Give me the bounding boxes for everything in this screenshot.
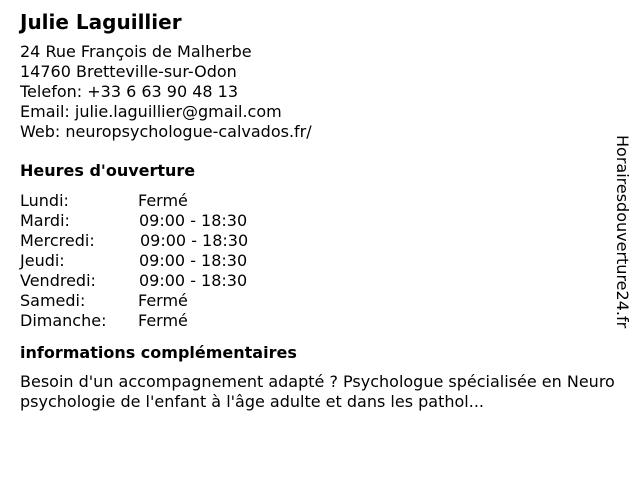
hours-day-label: Dimanche:: [20, 311, 107, 330]
hours-row-thursday: [20, 251, 620, 271]
hours-row-wednesday: [20, 231, 620, 251]
address-line-street: 24 Rue François de Malherbe: [20, 42, 252, 61]
email-line: Email: julie.laguillier@gmail.com: [20, 102, 282, 121]
opening-hours-title: Heures d'ouverture: [20, 161, 196, 180]
hours-day-label: Mercredi:: [20, 231, 95, 250]
hours-day-label: Mardi:: [20, 211, 70, 230]
hours-day-label: Vendredi:: [20, 271, 96, 290]
website-line: Web: neuropsychologue-calvados.fr/: [20, 122, 312, 141]
hours-time-value: 09:00 - 18:30: [139, 271, 248, 290]
hours-time-value: Fermé: [138, 191, 188, 210]
hours-row-monday: [20, 191, 620, 211]
hours-time-value: Fermé: [138, 291, 188, 310]
hours-day-label: Lundi:: [20, 191, 69, 210]
hours-time-value: 09:00 - 18:30: [139, 211, 248, 230]
hours-time-value: 09:00 - 18:30: [140, 231, 249, 250]
phone-line: Telefon: +33 6 63 90 48 13: [20, 82, 239, 101]
site-watermark: Horairesdouverture24.fr: [613, 135, 632, 329]
hours-row-friday: [20, 271, 620, 291]
business-name: Julie Laguillier: [20, 10, 182, 34]
hours-day-label: Samedi:: [20, 291, 86, 310]
additional-info-title: informations complémentaires: [20, 343, 297, 362]
hours-row-tuesday: [20, 211, 620, 231]
hours-row-sunday: [20, 311, 620, 331]
hours-time-value: Fermé: [138, 311, 188, 330]
hours-time-value: 09:00 - 18:30: [139, 251, 248, 270]
address-line-city: 14760 Bretteville-sur-Odon: [20, 62, 237, 81]
additional-info-text: Besoin d'un accompagnement adapté ? Psychologue spécialisée en Neuropsychologie de l'enfant à l'âge adulte et dans les pathol...: [20, 372, 615, 411]
hours-row-saturday: [20, 291, 620, 311]
business-card: [20, 10, 620, 412]
hours-day-label: Jeudi:: [20, 251, 65, 270]
opening-hours-table: [20, 191, 620, 331]
